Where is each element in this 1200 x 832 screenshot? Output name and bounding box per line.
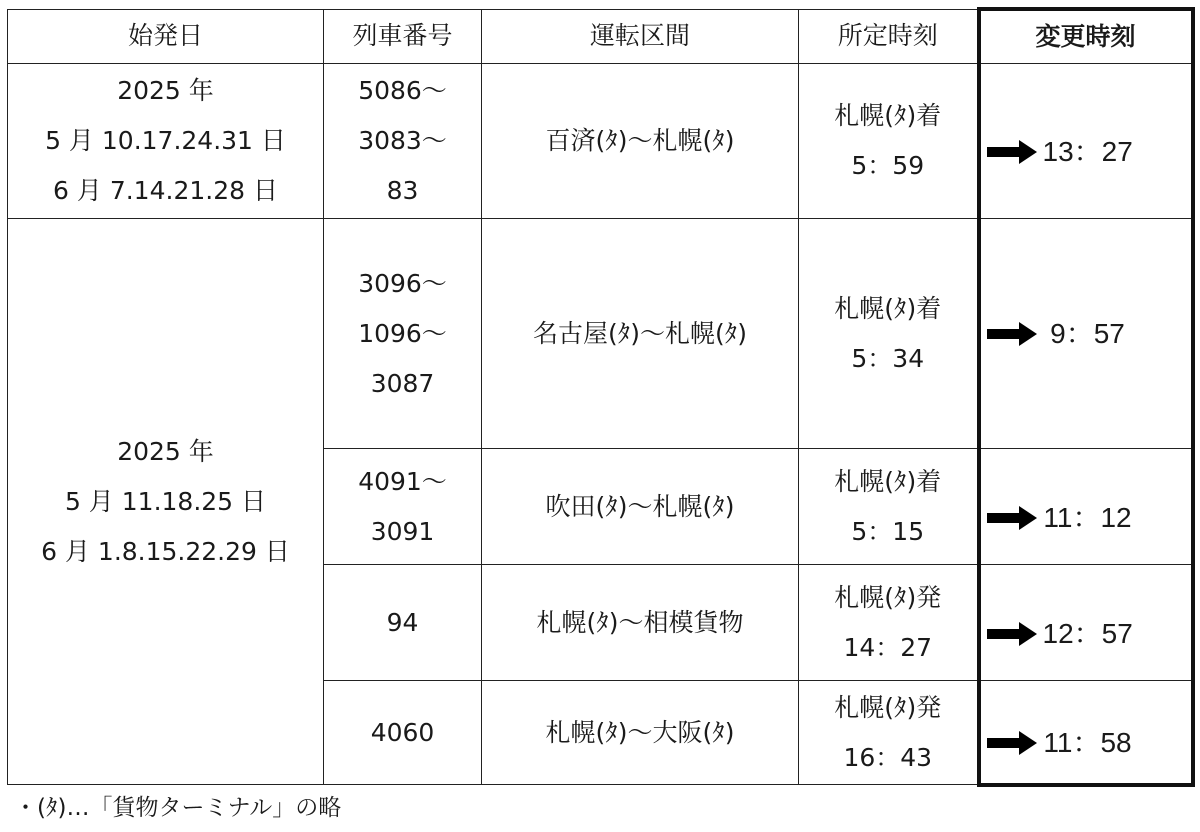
scheduled-label: 札幌(ﾀ)着 <box>834 101 942 130</box>
section-cell: 札幌(ﾀ)〜大阪(ﾀ) <box>482 681 799 785</box>
scheduled-time: 16：43 <box>843 742 933 772</box>
scheduled-time-cell <box>799 449 979 565</box>
header-row <box>8 9 1193 64</box>
date-line: 2025 年 <box>117 436 214 466</box>
date-line: 6 月 1.8.15.22.29 日 <box>41 536 290 566</box>
date-line: 6 月 7.14.21.28 日 <box>53 176 278 205</box>
scheduled-label: 札幌(ﾀ)着 <box>834 466 942 496</box>
train-number-line: 3091 <box>370 516 435 546</box>
train-number-cell <box>324 219 482 449</box>
scheduled-time: 5：34 <box>851 343 925 373</box>
header-changed-time: 変更時刻 <box>979 9 1193 64</box>
scheduled-time-cell <box>799 565 979 681</box>
section-cell: 百済(ﾀ)〜札幌(ﾀ) <box>482 64 799 219</box>
changed-time-cell <box>979 64 1193 219</box>
changed-time: 11：12 <box>1043 501 1132 533</box>
changed-time: 9：57 <box>1050 317 1125 349</box>
train-number-line: 94 <box>386 607 419 637</box>
right-arrow-icon <box>987 622 1037 646</box>
start-date-cell <box>8 219 324 785</box>
right-arrow-icon <box>987 322 1037 346</box>
changed-time: 13：27 <box>1042 136 1133 167</box>
section-cell: 名古屋(ﾀ)〜札幌(ﾀ) <box>482 219 799 449</box>
right-arrow-icon <box>987 140 1037 164</box>
scheduled-label: 札幌(ﾀ)発 <box>834 692 942 722</box>
changed-time-cell <box>979 449 1193 565</box>
train-number-line: 3083〜 <box>358 126 447 155</box>
changed-time-cell <box>979 681 1193 785</box>
table-row <box>8 64 1193 219</box>
train-number-line: 5086〜 <box>358 76 447 105</box>
table-row <box>8 219 1193 449</box>
header-start-date: 始発日 <box>8 9 324 64</box>
right-arrow-icon <box>987 731 1037 755</box>
scheduled-time-cell <box>799 64 979 219</box>
scheduled-time-cell <box>799 681 979 785</box>
train-number-line: 3087 <box>370 368 435 398</box>
section-cell: 吹田(ﾀ)〜札幌(ﾀ) <box>482 449 799 565</box>
train-number-line: 83 <box>386 176 419 205</box>
date-line: 5 月 11.18.25 日 <box>64 486 267 516</box>
train-number-line: 3096〜 <box>358 268 447 298</box>
changed-time-cell <box>979 219 1193 449</box>
header-section: 運転区間 <box>482 9 799 64</box>
footnote: ・(ﾀ)…「貨物ターミナル」の略 <box>14 795 342 821</box>
section-cell: 札幌(ﾀ)〜相模貨物 <box>482 565 799 681</box>
right-arrow-icon <box>987 506 1037 530</box>
train-number-cell <box>324 681 482 785</box>
changed-time-cell <box>979 565 1193 681</box>
date-line: 5 月 10.17.24.31 日 <box>45 126 286 155</box>
scheduled-label: 札幌(ﾀ)着 <box>834 293 942 323</box>
changed-time: 11：58 <box>1043 726 1132 758</box>
train-number-cell <box>324 449 482 565</box>
scheduled-time: 14：27 <box>843 632 933 662</box>
train-number-line: 1096〜 <box>358 318 447 348</box>
schedule-change-table <box>7 7 1195 787</box>
train-number-line: 4060 <box>370 717 435 747</box>
train-number-cell <box>324 565 482 681</box>
scheduled-time-cell <box>799 219 979 449</box>
header-train-number: 列車番号 <box>324 9 482 64</box>
train-number-line: 4091〜 <box>358 466 447 496</box>
start-date-cell <box>8 64 324 219</box>
date-line: 2025 年 <box>117 76 214 105</box>
changed-time: 12：57 <box>1042 617 1133 649</box>
scheduled-time: 5：15 <box>851 516 925 546</box>
header-scheduled-time: 所定時刻 <box>799 9 979 64</box>
scheduled-time: 5：59 <box>851 151 925 180</box>
train-number-cell <box>324 64 482 219</box>
scheduled-label: 札幌(ﾀ)発 <box>834 582 942 612</box>
